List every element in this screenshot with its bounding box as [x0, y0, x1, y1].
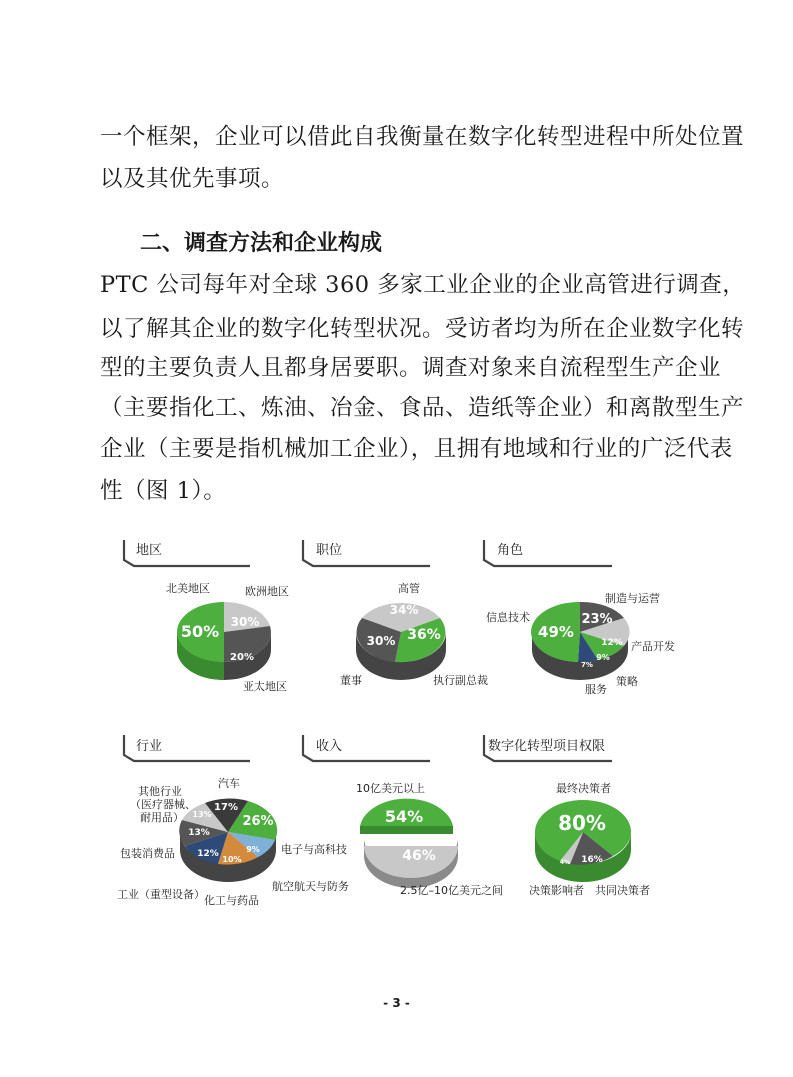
label-strat: 策略 — [616, 675, 638, 688]
body-line-1: 一个框架，企业可以借此自我衡量在数字化转型进程中所处位置 — [100, 124, 745, 150]
pct-evp: 36% — [407, 627, 441, 643]
pct-other: 13% — [192, 810, 212, 819]
label-other-2: （医疗器械、 — [130, 798, 196, 811]
label-mid: 2.5亿–10亿美元之间 — [400, 884, 503, 897]
label-joint: 共同决策者 — [595, 884, 650, 897]
label-auto: 汽车 — [218, 777, 240, 790]
label-it: 信息技术 — [486, 611, 530, 624]
chart-title: 角色 — [497, 543, 524, 558]
chart-title: 地区 — [136, 543, 163, 558]
label-ind: 工业（重型设备） — [117, 888, 205, 901]
chart-revenue — [303, 735, 503, 897]
label-chem: 化工与药品 — [204, 894, 259, 907]
para-line-1: PTC 公司每年对全球 360 多家工业企业的企业高管进行调查， — [100, 272, 746, 298]
label-final: 最终决策者 — [556, 782, 611, 795]
label-influ: 决策影响者 — [529, 884, 584, 897]
body-line-2: 以及其优先事项。 — [100, 166, 285, 192]
label-exec: 高管 — [398, 582, 420, 595]
pct-chem: 10% — [222, 855, 242, 864]
chart-title: 职位 — [316, 543, 343, 558]
label-ap: 亚太地区 — [243, 680, 287, 693]
chart-title: 行业 — [136, 739, 163, 754]
pct-big: 54% — [384, 807, 424, 826]
chart-title: 数字化转型项目权限 — [488, 739, 606, 754]
para-line-4: （主要指化工、炼油、冶金、食品、造纸等企业）和离散型生产 — [100, 395, 745, 421]
para-line-2: 以了解其企业的数字化转型状况。受访者均为所在企业数字化转 — [100, 316, 745, 342]
chart-role — [484, 540, 675, 696]
pie-side-big — [360, 826, 453, 834]
pct-svc: 7% — [581, 661, 593, 669]
chart-title: 收入 — [316, 739, 343, 754]
label-eu: 欧洲地区 — [245, 585, 289, 598]
label-pd: 产品开发 — [631, 640, 675, 653]
pct-ap: 20% — [230, 652, 254, 663]
label-na: 北美地区 — [166, 582, 210, 595]
section-heading: 二、调查方法和企业构成 — [140, 231, 383, 256]
pct-eu: 30% — [230, 615, 260, 629]
label-cpg: 包装消费品 — [120, 847, 175, 860]
para-line-6: 性（图 1）。 — [100, 478, 227, 504]
pct-strat: 9% — [596, 653, 610, 662]
pct-influ: 4% — [559, 859, 571, 866]
label-evp: 执行副总裁 — [433, 674, 488, 687]
pct-it: 49% — [538, 623, 574, 641]
label-other-1: 其他行业 — [138, 785, 182, 798]
pct-na: 50% — [180, 622, 220, 641]
pct-final: 80% — [558, 811, 606, 835]
pct-cpg: 13% — [188, 828, 210, 838]
label-mfg: 制造与运营 — [605, 592, 660, 605]
pct-mfg: 23% — [581, 612, 613, 627]
chart-authority — [484, 735, 650, 897]
pct-auto: 17% — [214, 802, 238, 813]
pct-dir: 30% — [366, 634, 396, 648]
pct-joint: 16% — [581, 855, 603, 865]
label-big: 10亿美元以上 — [356, 782, 425, 795]
label-aero: 航空航天与防务 — [272, 880, 349, 893]
pct-mid: 46% — [402, 848, 436, 864]
label-dir: 董事 — [340, 674, 362, 687]
pct-ind: 12% — [197, 849, 219, 859]
pct-pd: 12% — [601, 638, 623, 648]
label-elec: 电子与高科技 — [281, 843, 347, 856]
chart-region — [124, 540, 289, 693]
pct-aero: 9% — [246, 845, 260, 854]
chart-position — [303, 540, 488, 687]
label-other-3: 耐用品） — [140, 811, 184, 824]
pct-exec: 34% — [389, 603, 419, 617]
page-number: - 3 - — [383, 996, 410, 1010]
label-svc: 服务 — [585, 683, 607, 696]
para-line-3: 型的主要负责人且都身居要职。调查对象来自流程型生产企业 — [100, 355, 722, 381]
para-line-5: 企业（主要是指机械加工企业），且拥有地域和行业的广泛代表 — [100, 436, 733, 462]
pct-elec: 26% — [242, 814, 274, 829]
